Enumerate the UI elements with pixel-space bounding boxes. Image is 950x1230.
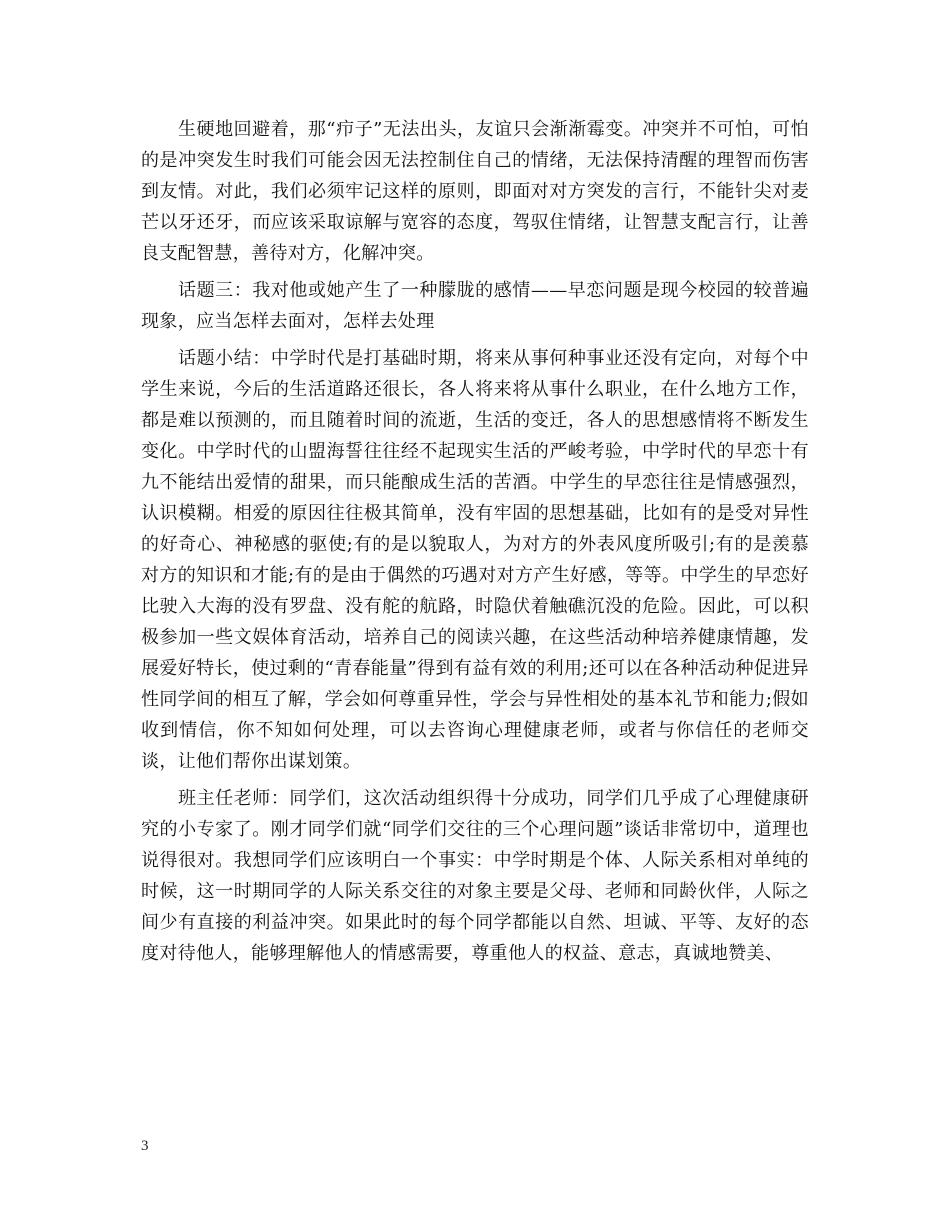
document-body bbox=[141, 114, 809, 975]
paragraph-conflict: 生硬地回避着，那“疖子”无法出头，友谊只会渐渐霉变。冲突并不可怕，可怕的是冲突发生时我们可能会因无法控制住自己的情绪，无法保持清醒的理智而伤害到友情。对此，我们必须牢记这样的原则，即面对对方突发的言行，不能针尖对麦芒以牙还牙，而应该采取谅解与宽容的态度，驾驭住情绪，让智慧支配言行，让善良支配智慧，善待对方，化解冲突。 bbox=[141, 119, 809, 264]
page-number: 3 bbox=[141, 1138, 149, 1154]
paragraph-teacher-remarks: 班主任老师：同学们，这次活动组织得十分成功，同学们几乎成了心理健康研究的小专家了。刚才同学们就“同学们交往的三个心理问题”谈话非常切中，道理也说得很对。我想同学们应该明白一个事实：中学时期是个体、人际关系相对单纯的时候，这一时期同学的人际关系交往的对象主要是父母、老师和同龄伙伴，人际之间少有直接的利益冲突。如果此时的每个同学都能以自然、坦诚、平等、友好的态度对待他人，能够理解他人的情感需要，尊重他人的权益、意志，真诚地赞美、 bbox=[141, 788, 809, 964]
paragraph-topic-three: 话题三：我对他或她产生了一种朦胧的感情——早恋问题是现今校园的较普遍现象，应当怎样去面对，怎样去处理 bbox=[141, 280, 809, 332]
paragraph-topic-summary: 话题小结：中学时代是打基础时期，将来从事何种事业还没有定向，对每个中学生来说，今后的生活道路还很长，各人将来将从事什么职业，在什么地方工作，都是难以预测的，而且随着时间的流逝，生活的变迁，各人的思想感情将不断发生变化。中学时代的山盟海誓往往经不起现实生活的严峻考验，中学时代的早恋十有九不能结出爱情的甜果，而只能酿成生活的苦酒。中学生的早恋往往是情感强烈，认识模糊。相爱的原因往往极其简单，没有牢固的思想基础，比如有的是受对异性的好奇心、神秘感的驱使;有的是以貌取人，为对方的外表风度所吸引;有的是羡慕对方的知识和才能;有的是由于偶然的巧遇对对方产生好感，等等。中学生的早恋好比驶入大海的没有罗盘、没有舵的航路，时隐伏着触礁沉没的危险。因此，可以积极参加一些文娱体育活动，培养自己的阅读兴趣，在这些活动种培养健康情趣，发展爱好特长，使过剩的“青春能量”得到有益有效的利用;还可以在各种活动种促进异性同学间的相互了解，学会如何尊重异性，学会与异性相处的基本礼节和能力;假如收到情信，你不知如何处理，可以去咨询心理健康老师，或者与你信任的老师交谈，让他们帮你出谋划策。 bbox=[141, 348, 809, 772]
